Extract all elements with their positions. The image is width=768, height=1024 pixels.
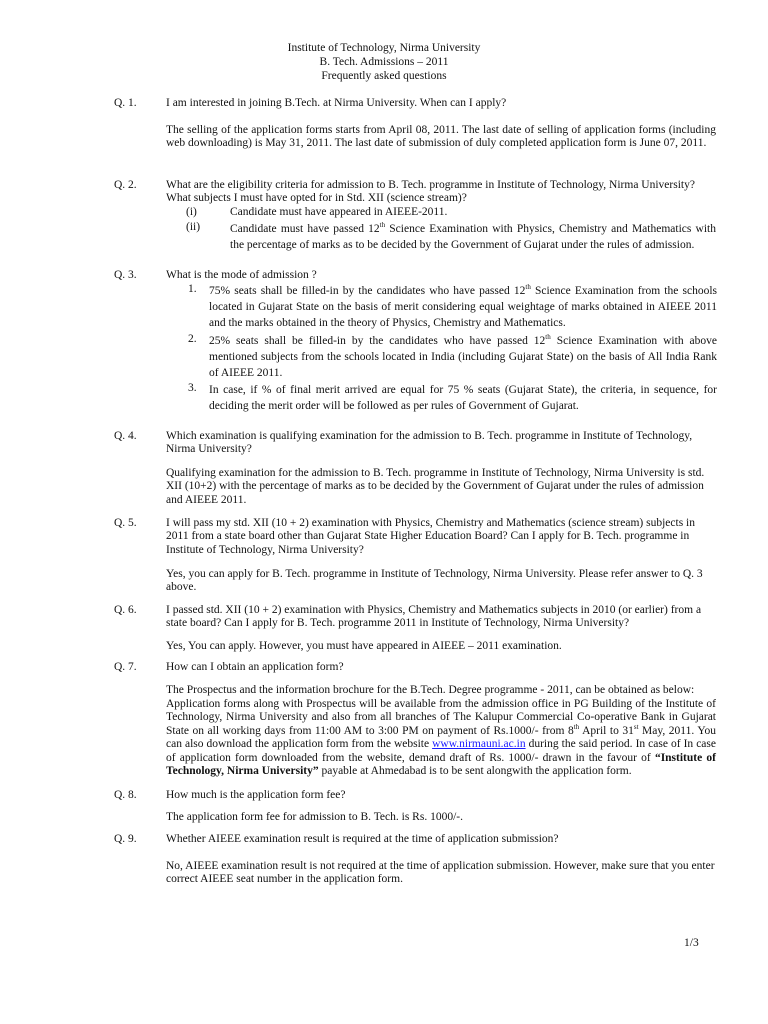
website-link[interactable]: www.nirmauni.ac.in xyxy=(432,738,526,751)
list-item-text: 25% seats shall be filled-in by the candidates who have passed 12th Science Examination with above mentioned subjects from the schools located in India (including Gujarat State) on the basis of All India Rank of AIEEE 2011. xyxy=(209,333,717,379)
question-text: I am interested in joining B.Tech. at Nirma University. When can I apply? xyxy=(166,97,507,109)
list-marker: 3. xyxy=(188,382,197,394)
payee-name: “Institute of Technology, Nirma University” xyxy=(166,751,716,778)
document-heading: Frequently asked questions xyxy=(321,70,447,82)
answer-text: The application form fee for admission to B. Tech. is Rs. 1000/-. xyxy=(166,811,463,823)
question-number: Q. 9. xyxy=(114,833,137,845)
question-number: Q. 4. xyxy=(114,430,137,442)
list-marker: 1. xyxy=(188,283,197,295)
question-number: Q. 5. xyxy=(114,517,137,529)
answer-text: Application forms along with Prospectus will be available from the admission office in PG Building of the Institute of Technology, Nirma University and also from all branches of The Kalupur Commercial Co-operative Bank in Gujarat State on all working days from 11:00 AM to 3:00 PM on payment of Rs.1000/- from 8th April to 31st May, 2011. You can also download the application form from the website www.nirmauni.ac.in during the said period. In case of In case of application form downloaded from the website, demand draft of Rs. 1000/- drawn in the favour of “Institute of Technology, Nirma University” payable at Ahmedabad is to be sent alongwith the application form. xyxy=(166,698,716,778)
question-text: How much is the application form fee? xyxy=(166,789,346,801)
answer-text: No, AIEEE examination result is not required at the time of application submission. However, make sure that you enter correct AIEEE seat number in the application form. xyxy=(166,860,715,886)
question-text: Whether AIEEE examination result is required at the time of application submission? xyxy=(166,833,559,845)
document-subtitle: B. Tech. Admissions – 2011 xyxy=(319,56,449,68)
question-number: Q. 1. xyxy=(114,97,137,109)
question-text: I passed std. XII (10 + 2) examination with Physics, Chemistry and Mathematics subjects in 2010 (or earlier) from a state board? Can I apply for B. Tech. programme 2011 in Institute of Technology, Nirma University? xyxy=(166,604,702,630)
question-number: Q. 2. xyxy=(114,179,137,191)
question-text: What is the mode of admission ? xyxy=(166,269,317,281)
list-marker: 2. xyxy=(188,333,197,345)
question-number: Q. 7. xyxy=(114,661,137,673)
list-item-text: Candidate must have passed 12th Science Examination with Physics, Chemistry and Mathematics with the percentage of marks as to be decided by the Government of Gujarat under the rules of admission. xyxy=(230,221,716,251)
question-number: Q. 8. xyxy=(114,789,137,801)
list-marker: (ii) xyxy=(186,221,201,233)
list-marker: (i) xyxy=(186,206,197,218)
page-number: 1/3 xyxy=(684,937,699,949)
document-title: Institute of Technology, Nirma University xyxy=(287,42,481,54)
list-item-text: 75% seats shall be filled-in by the candidates who have passed 12th Science Examination from the schools located in Gujarat State on the basis of merit considering equal weightage of marks obtained in AIEEE 2011 and the marks obtained in the theory of Physics, Chemistry and Mathematics. xyxy=(209,283,717,329)
question-text: How can I obtain an application form? xyxy=(166,661,344,673)
question-number: Q. 6. xyxy=(114,604,137,616)
question-text: I will pass my std. XII (10 + 2) examination with Physics, Chemistry and Mathematics (science stream) subjects in 2011 from a state board other than Gujarat State Higher Education Board? Can I apply for B. Tech. programme in Institute of Technology, Nirma University? xyxy=(166,517,695,556)
answer-text: The selling of the application forms starts from April 08, 2011. The last date of selling of application forms (including web downloading) is May 31, 2011. The last date of submission of duly completed application form is June 07, 2011. xyxy=(166,124,716,150)
question-text: What are the eligibility criteria for admission to B. Tech. programme in Institute of Technology, Nirma University? What subjects I must have opted for in Std. XII (science stream)? xyxy=(166,179,695,205)
question-text: Which examination is qualifying examination for the admission to B. Tech. programme in Institute of Technology, Nirma University? xyxy=(166,430,693,456)
answer-text: Yes, You can apply. However, you must have appeared in AIEEE – 2011 examination. xyxy=(166,640,562,652)
question-number: Q. 3. xyxy=(114,269,137,281)
answer-text: Yes, you can apply for B. Tech. programme in Institute of Technology, Nirma University. Please refer answer to Q. 3 above. xyxy=(166,568,703,594)
answer-text: Qualifying examination for the admission to B. Tech. programme in Institute of Technology, Nirma University is std. XII (10+2) with the percentage of marks as to be decided by the Government of Gujarat under the rules of admission and AIEEE 2011. xyxy=(166,467,705,506)
list-item-text: Candidate must have appeared in AIEEE-2011. xyxy=(230,206,448,218)
list-item-text: In case, if % of final merit arrived are equal for 75 % seats (Gujarat State), the criteria, in sequence, for deciding the merit order will be followed as per rules of Government of Gujarat. xyxy=(209,384,717,412)
answer-text: The Prospectus and the information brochure for the B.Tech. Degree programme - 2011, can be obtained as below: xyxy=(166,684,695,696)
